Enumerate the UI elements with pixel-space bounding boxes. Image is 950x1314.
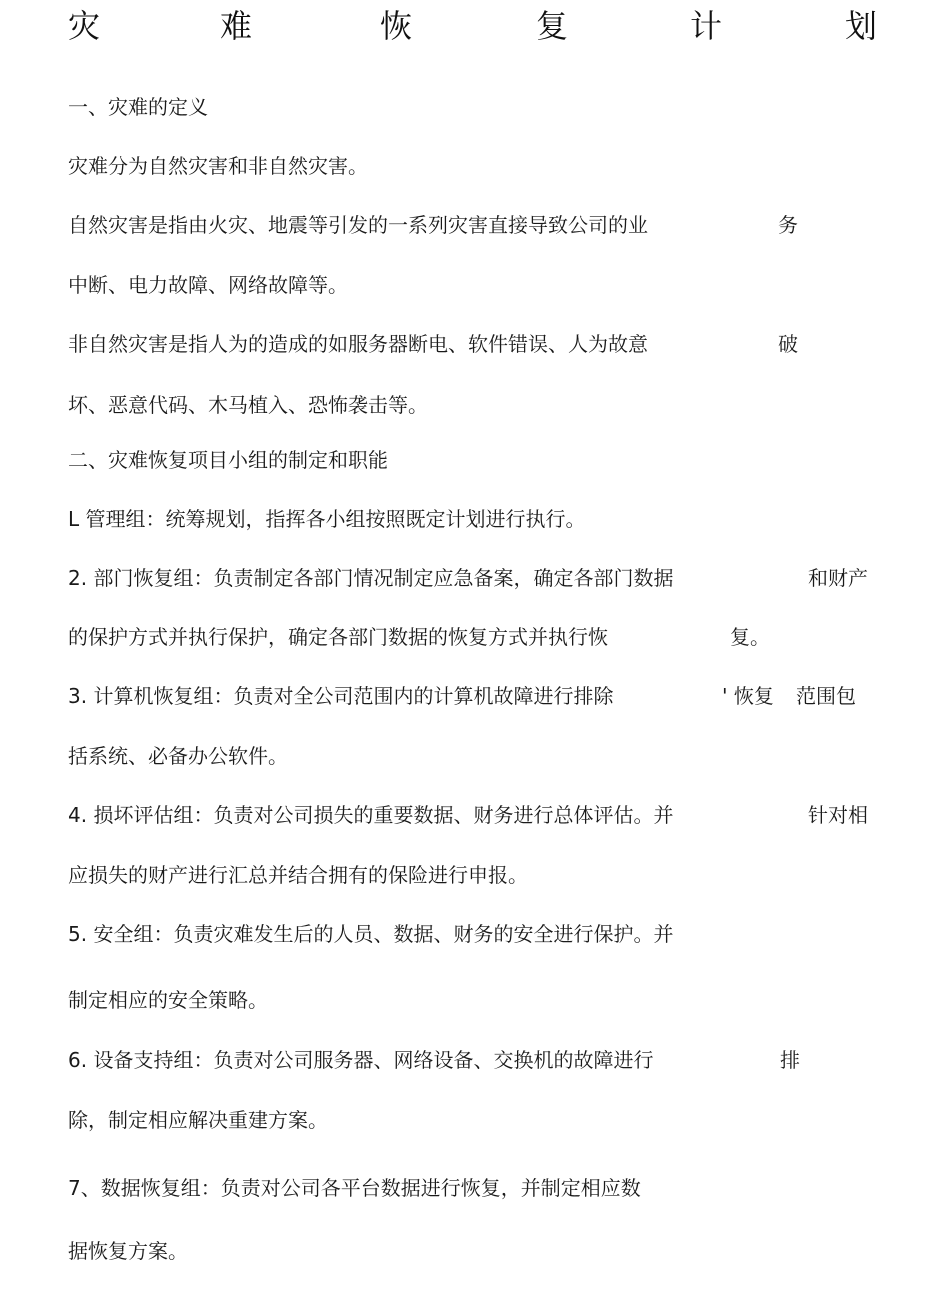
- title-char-6: 划: [845, 7, 878, 45]
- list-item-continuation: 的保护方式并执行保护，确定各部门数据的恢复方式并执行恢: [68, 625, 608, 649]
- list-item: 2. 部门恢复组：负责制定各部门情况制定应急备案，确定各部门数据: [68, 566, 674, 590]
- paragraph-line: 灾难分为自然灾害和非自然灾害。: [68, 154, 368, 178]
- paragraph-line: 中断、电力故障、网络故障等。: [68, 273, 348, 297]
- list-item: L 管理组：统筹规划，指挥各小组按照既定计划进行执行。: [68, 507, 586, 531]
- title-char-3: 恢: [380, 7, 413, 45]
- list-item-continuation: 制定相应的安全策略。: [68, 988, 268, 1012]
- list-item-continuation: 除，制定相应解决重建方案。: [68, 1108, 328, 1132]
- paragraph-line: 非自然灾害是指人为的造成的如服务器断电、软件错误、人为故意: [68, 332, 648, 356]
- paragraph-fragment: 复。: [730, 625, 770, 649]
- paragraph-fragment: 范围包: [796, 684, 856, 708]
- list-item-continuation: 应损失的财产进行汇总并结合拥有的保险进行申报。: [68, 863, 528, 887]
- list-item: 3. 计算机恢复组：负责对全公司范围内的计算机故障进行排除: [68, 684, 614, 708]
- list-item: 7、数据恢复组：负责对公司各平台数据进行恢复，并制定相应数: [68, 1176, 641, 1200]
- list-item: 5. 安全组：负责灾难发生后的人员、数据、财务的安全进行保护。并: [68, 922, 674, 946]
- title-char-4: 复: [536, 7, 569, 45]
- paragraph-fragment: 排: [780, 1048, 800, 1072]
- paragraph-fragment: 和财产: [808, 566, 868, 590]
- paragraph-line: 坏、恶意代码、木马植入、恐怖袭击等。: [68, 393, 428, 417]
- title-char-2: 难: [220, 7, 253, 45]
- section-heading-1: 一、灾难的定义: [68, 95, 208, 119]
- paragraph-fragment: 针对相: [808, 803, 868, 827]
- list-item-continuation: 据恢复方案。: [68, 1239, 188, 1263]
- paragraph-fragment: 破: [778, 332, 798, 356]
- paragraph-fragment: 务: [778, 213, 798, 237]
- list-item: 4. 损坏评估组：负责对公司损失的重要数据、财务进行总体评估。并: [68, 803, 674, 827]
- list-item: 6. 设备支持组：负责对公司服务器、网络设备、交换机的故障进行: [68, 1048, 654, 1072]
- title-char-1: 灾: [68, 7, 101, 45]
- section-heading-2: 二、灾难恢复项目小组的制定和职能: [68, 448, 388, 472]
- paragraph-line: 自然灾害是指由火灾、地震等引发的一系列灾害直接导致公司的业: [68, 213, 648, 237]
- title-char-5: 计: [690, 7, 723, 45]
- paragraph-fragment: ' 恢复: [722, 684, 774, 708]
- list-item-continuation: 括系统、必备办公软件。: [68, 744, 288, 768]
